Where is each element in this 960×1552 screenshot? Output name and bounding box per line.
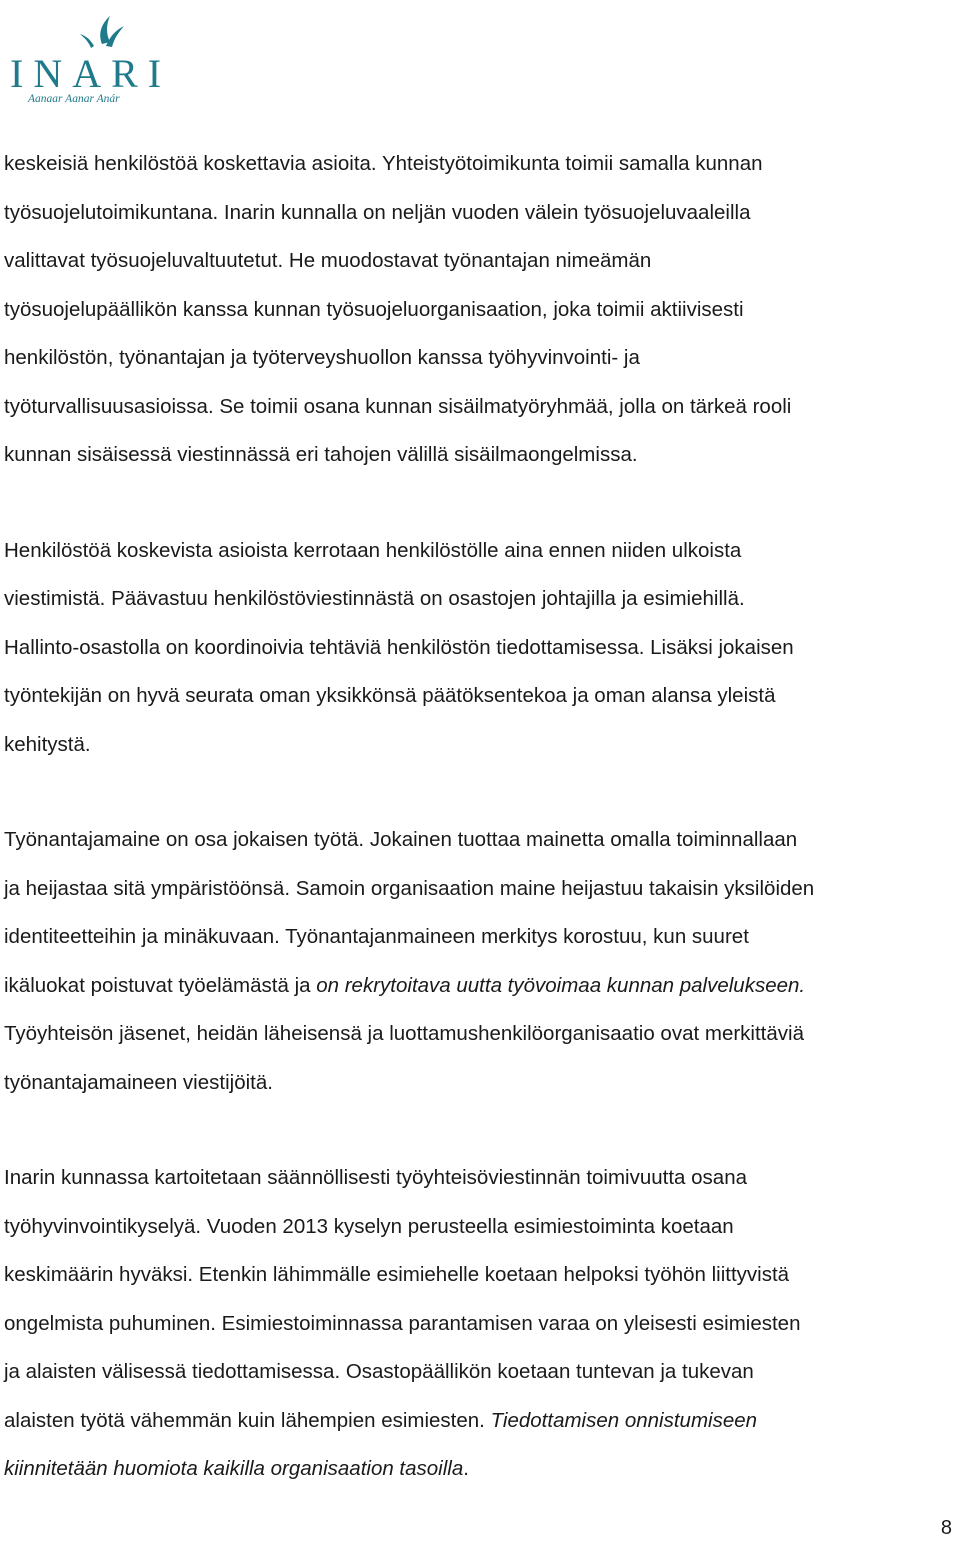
text-line [4,1251,956,1300]
text-segment: Työnantajamaine on osa jokaisen työtä. Jokainen tuottaa mainetta omalla toiminnallaan [4,828,798,851]
text-line [4,672,956,721]
text-line [4,189,956,238]
inari-logo [6,6,186,106]
text-segment: valittavat työsuojeluvaltuutetut. He muodostavat työnantajan nimeämän [4,249,652,272]
text-line [4,1203,956,1252]
text-line [4,865,956,914]
text-segment: alaisten työtä vähemmän kuin lähempien esimiesten. [4,1408,491,1432]
text-line [4,1348,956,1397]
text-segment: keskimäärin hyväksi. Etenkin lähimmälle esimiehelle koetaan helpoksi työhön liittyvistä [4,1263,790,1286]
text-segment: työnantajamaineen viestijöitä. [4,1070,273,1094]
text-segment: . [463,1457,469,1480]
text-line [4,913,956,962]
paragraph [4,140,956,480]
text-segment: työsuojelupäällikön kanssa kunnan työsuojeluorganisaation, joka toimii aktiivisesti [4,297,744,321]
text-segment: Inarin kunnassa kartoitetaan säännöllisesti työyhteisöviestinnän toimivuutta osana [4,1166,747,1189]
paragraph [4,816,956,1107]
text-line [4,816,956,865]
italic-text: Tiedottamisen onnistumiseen [490,1408,758,1432]
text-line [4,1300,956,1349]
text-segment: identiteetteihin ja minäkuvaan. Työnantajanmaineen merkitys korostuu, kun suuret [4,925,749,948]
text-line [4,237,956,286]
text-segment: Hallinto-osastolla on koordinoivia tehtäviä henkilöstön tiedottamisessa. Lisäksi jokaisen [4,635,794,659]
text-line [4,383,956,432]
text-line [4,431,956,480]
paragraph [4,1154,956,1494]
text-line [4,140,956,189]
text-segment: ja alaisten välisessä tiedottamisessa. Osastopäällikön koetaan tuntevan ja tukevan [4,1360,754,1383]
italic-text: on rekrytoitava uutta työvoimaa kunnan palvelukseen. [316,973,806,997]
text-line [4,286,956,335]
text-line [4,962,956,1011]
text-line [4,334,956,383]
text-segment: kunnan sisäisessä viestinnässä eri tahojen välillä sisäilmaongelmissa. [4,443,638,466]
italic-text: kiinnitetään huomiota kaikilla organisaation tasoilla [4,1457,464,1480]
text-segment: ongelmista puhuminen. Esimiestoiminnassa parantamisen varaa on yleisesti esimiesten [4,1311,801,1335]
text-line [4,1445,956,1494]
text-segment: ikäluokat poistuvat työelämästä ja [4,973,317,997]
text-line [4,1154,956,1203]
text-segment: henkilöstön, työnantajan ja työterveyshuollon kanssa työhyvinvointi- ja [4,346,640,369]
text-segment: keskeisiä henkilöstöä koskettavia asioita. Yhteistyötoimikunta toimii samalla kunnan [4,152,763,175]
text-segment: kehitystä. [4,732,91,756]
logo-wordmark: INARI [10,51,172,96]
text-segment: Työyhteisön jäsenet, heidän läheisensä ja luottamushenkilöorganisaatio ovat merkittäviä [4,1022,804,1045]
page-number: 8 [940,1517,952,1539]
text-segment: työsuojelutoimikuntana. Inarin kunnalla on neljän vuoden välein työsuojeluvaaleilla [4,200,751,224]
text-line [4,721,956,770]
text-line [4,1059,956,1108]
text-line [4,624,956,673]
text-segment: Henkilöstöä koskevista asioista kerrotaan henkilöstölle aina ennen niiden ulkoista [4,538,742,562]
logo-tagline: Aanaar Aanar Anár [28,93,120,105]
text-segment: työhyvinvointikyselyä. Vuoden 2013 kyselyn perusteella esimiestoiminta koetaan [4,1214,734,1238]
text-line [4,527,956,576]
text-line [4,575,956,624]
text-segment: työntekijän on hyvä seurata oman yksikkönsä päätöksentekoa ja oman alansa yleistä [4,684,776,707]
paragraph [4,527,956,770]
text-segment: viestimistä. Päävastuu henkilöstöviestinnästä on osastojen johtajilla ja esimiehillä. [4,587,745,610]
document-body [4,140,956,1541]
text-segment: työturvallisuusasioissa. Se toimii osana kunnan sisäilmatyöryhmää, jolla on tärkeä rooli [4,394,792,418]
text-segment: ja heijastaa sitä ympäristöönsä. Samoin organisaation maine heijastuu takaisin yksilöiden [4,876,815,900]
text-line [4,1010,956,1059]
text-line [4,1397,956,1446]
